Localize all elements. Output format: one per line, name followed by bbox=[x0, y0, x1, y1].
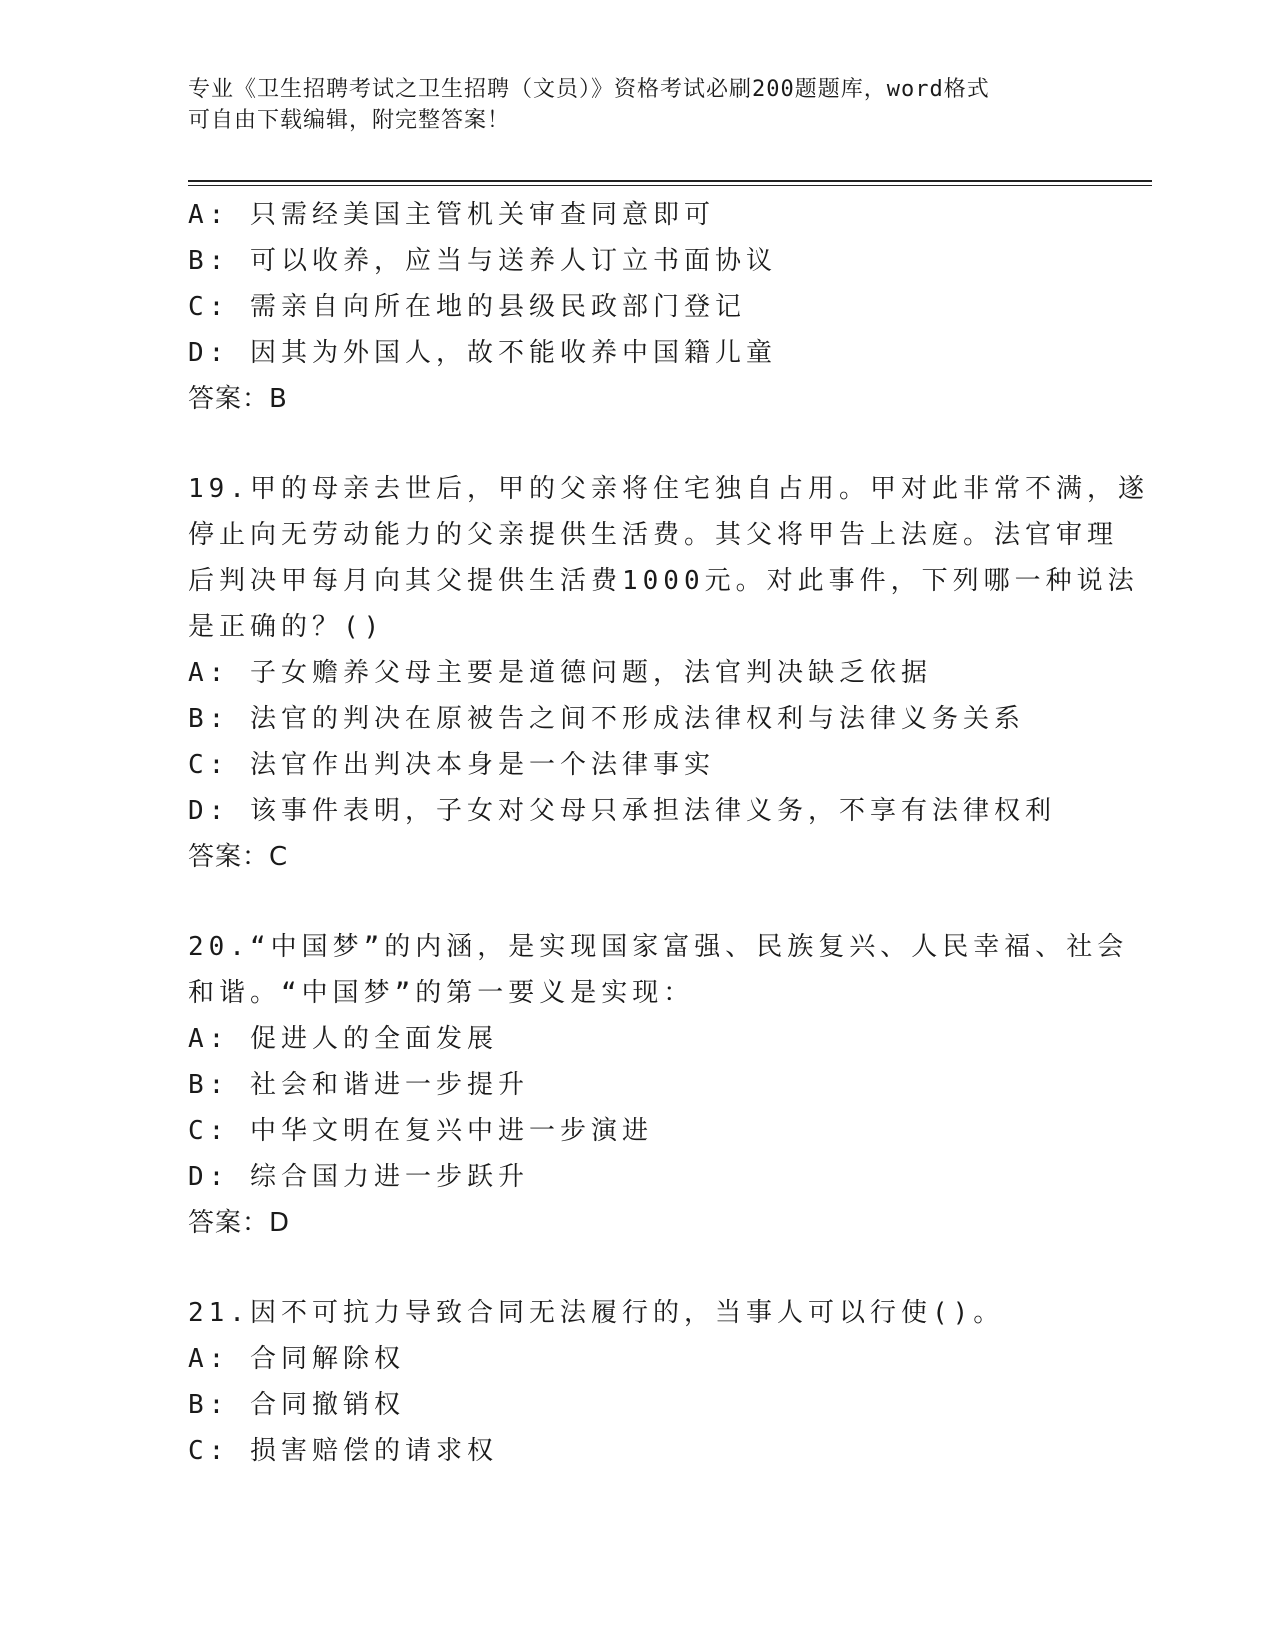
stem-line: 是正确的？() bbox=[188, 612, 385, 642]
question-list bbox=[188, 192, 1149, 1474]
document-header bbox=[188, 74, 1088, 136]
option-b: B: 可以收养，应当与送养人订立书面协议 bbox=[188, 246, 777, 276]
option-d: D: 因其为外国人，故不能收养中国籍儿童 bbox=[188, 338, 777, 368]
header-divider-thick bbox=[188, 180, 1152, 182]
stem-line: 21.因不可抗力导致合同无法履行的，当事人可以行使()。 bbox=[188, 1298, 1005, 1328]
header-line-1: 专业《卫生招聘考试之卫生招聘（文员）》资格考试必刷200题题库，word格式 bbox=[188, 77, 990, 102]
question-20 bbox=[188, 924, 1129, 1246]
option-b: B: 法官的判决在原被告之间不形成法律权利与法律义务关系 bbox=[188, 704, 1025, 734]
stem-line: 停止向无劳动能力的父亲提供生活费。其父将甲告上法庭。法官审理 bbox=[188, 520, 1119, 550]
spacer bbox=[188, 422, 1088, 466]
stem-line: 20.“中国梦”的内涵，是实现国家富强、民族复兴、人民幸福、社会 bbox=[188, 932, 1129, 962]
option-a: A: 子女赡养父母主要是道德问题，法官判决缺乏依据 bbox=[188, 658, 932, 688]
question-stem bbox=[188, 1290, 1088, 1336]
option-c: C: 需亲自向所在地的县级民政部门登记 bbox=[188, 292, 746, 322]
spacer bbox=[188, 880, 1088, 924]
option-b: B: 社会和谐进一步提升 bbox=[188, 1070, 529, 1100]
question-21 bbox=[188, 1290, 1088, 1474]
stem-line: 和谐。“中国梦”的第一要义是实现： bbox=[188, 978, 695, 1008]
question-19 bbox=[188, 466, 1149, 880]
answer-line: 答案：B bbox=[188, 384, 288, 414]
option-a: A: 促进人的全面发展 bbox=[188, 1024, 498, 1054]
option-d: D: 综合国力进一步跃升 bbox=[188, 1162, 529, 1192]
question-18 bbox=[188, 192, 1088, 422]
answer-line: 答案：C bbox=[188, 842, 289, 872]
stem-line: 19.甲的母亲去世后，甲的父亲将住宅独自占用。甲对此非常不满，遂 bbox=[188, 474, 1149, 504]
option-b: B: 合同撤销权 bbox=[188, 1390, 405, 1420]
question-stem bbox=[188, 466, 1149, 650]
option-c: C: 中华文明在复兴中进一步演进 bbox=[188, 1116, 653, 1146]
answer-line: 答案：D bbox=[188, 1208, 291, 1238]
spacer bbox=[188, 1246, 1088, 1290]
question-stem bbox=[188, 924, 1129, 1016]
option-c: C: 法官作出判决本身是一个法律事实 bbox=[188, 750, 715, 780]
option-a: A: 只需经美国主管机关审查同意即可 bbox=[188, 200, 715, 230]
stem-line: 后判决甲每月向其父提供生活费1000元。对此事件，下列哪一种说法 bbox=[188, 566, 1139, 596]
option-c: C: 损害赔偿的请求权 bbox=[188, 1436, 498, 1466]
option-a: A: 合同解除权 bbox=[188, 1344, 405, 1374]
header-divider-thin bbox=[188, 185, 1152, 186]
header-line-2: 可自由下载编辑，附完整答案！ bbox=[188, 108, 511, 133]
option-d: D: 该事件表明，子女对父母只承担法律义务，不享有法律权利 bbox=[188, 796, 1056, 826]
